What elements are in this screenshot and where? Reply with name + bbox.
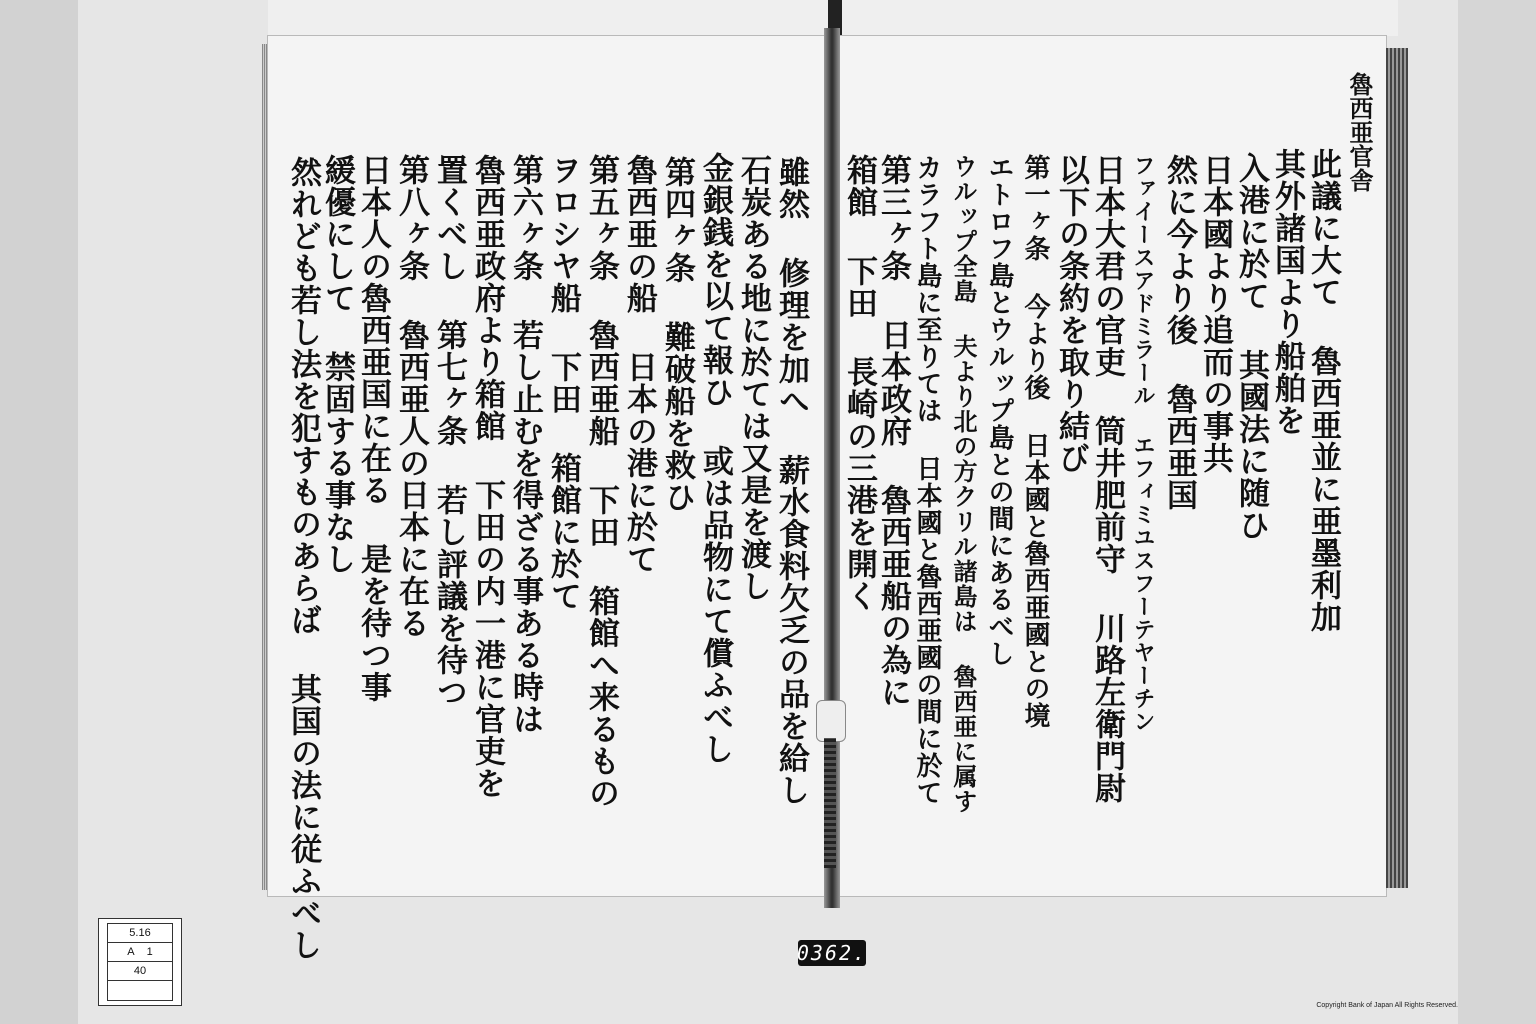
left-col-3: 金銀銭を以て報ひ 或は品物にて償ふべし xyxy=(697,152,733,765)
left-page xyxy=(268,36,828,961)
right-col-7: 日本大君の官吏 筒井肥前守 川路左衛門尉 xyxy=(1089,154,1125,804)
catalog-volume: 1 xyxy=(146,946,153,958)
right-col-8: 以下の条約を取り結び xyxy=(1053,154,1089,474)
right-col-12: カラフト島に至りては 日本國と魯西亜國の間に於て xyxy=(912,154,942,806)
right-col-10: エトロフ島とウルップ島との間にあるべし xyxy=(984,154,1014,667)
left-col-4: 第四ヶ条 難破船を救ひ xyxy=(659,156,695,513)
left-col-7: ヲロシヤ船 下田 箱館に於て xyxy=(545,154,581,612)
right-col-6: ファイースアドミラール エフィミユスフーテヤーチン xyxy=(1130,154,1156,733)
right-page xyxy=(836,36,1386,896)
left-col-10: 置くべし 第七ヶ条 若し評議を待つ xyxy=(431,154,467,708)
frame-number: 0362. xyxy=(796,941,868,965)
catalog-item: 40 xyxy=(133,965,147,977)
scan-margin-right xyxy=(1458,0,1536,1024)
right-col-13: 第三ヶ条 日本政府 魯西亜船の為に xyxy=(875,154,911,708)
catalog-row-2 xyxy=(108,943,172,962)
catalog-row-3 xyxy=(108,962,172,981)
right-col-3: 入港に於て 其國法に随ひ xyxy=(1233,152,1269,541)
catalog-code: 5.16 xyxy=(129,927,151,939)
left-col-14: 然れども若し法を犯すものあらば 其国の法に従ふべし xyxy=(285,156,321,961)
right-col-9: 第一ヶ条 今より後 日本國と魯西亜國との境 xyxy=(1020,154,1050,729)
page-header: 魯西亜官舎 xyxy=(1345,72,1374,192)
catalog-label xyxy=(98,918,182,1006)
left-col-12: 日本人の魯西亜国に在る 是を待つ事 xyxy=(355,154,391,703)
left-col-6: 第五ヶ条 魯西亜船 下田 箱館へ来るもの xyxy=(583,154,619,809)
binding-ribbon xyxy=(820,700,840,870)
catalog-row-4 xyxy=(108,981,172,999)
left-col-8: 第六ヶ条 若し止むを得ざる事ある時は xyxy=(507,154,543,735)
left-col-1: 雖然 修理を加へ 薪水食料欠乏の品を給し xyxy=(773,156,809,806)
left-col-11: 第八ヶ条 魯西亜人の日本に在る xyxy=(393,154,429,639)
catalog-series: A xyxy=(127,946,135,958)
right-col-4: 日本國より追而の事共 xyxy=(1197,154,1233,474)
catalog-row-1 xyxy=(108,924,172,943)
ribbon-tail xyxy=(824,738,836,868)
ribbon-knot xyxy=(816,700,846,742)
right-col-2: 其外諸国より船舶を xyxy=(1269,148,1305,436)
page-edge-right xyxy=(1386,48,1408,888)
copyright-notice: Copyright Bank of Japan All Rights Reserved. xyxy=(1316,1002,1458,1009)
left-col-5: 魯西亜の船 日本の港に於て xyxy=(621,154,657,575)
catalog-label-grid xyxy=(107,923,173,1001)
right-col-11: ウルップ全島 夫より北の方クリル諸島は 魯西亜に属す xyxy=(949,154,978,814)
right-col-5: 然に今より後 魯西亜国 xyxy=(1161,154,1197,511)
right-col-14: 箱館 下田 長崎の三港を開く xyxy=(841,154,877,612)
left-col-9: 魯西亜政府より箱館 下田の内一港に官吏を xyxy=(469,154,505,799)
left-col-2: 石炭ある地に於ては又是を渡し xyxy=(735,154,771,602)
scan-margin-left xyxy=(0,0,78,1024)
right-col-1: 此議に大て 魯西亜並に亜墨利加 xyxy=(1305,148,1341,633)
left-col-13: 緩優にして 禁固する事なし xyxy=(319,154,355,575)
